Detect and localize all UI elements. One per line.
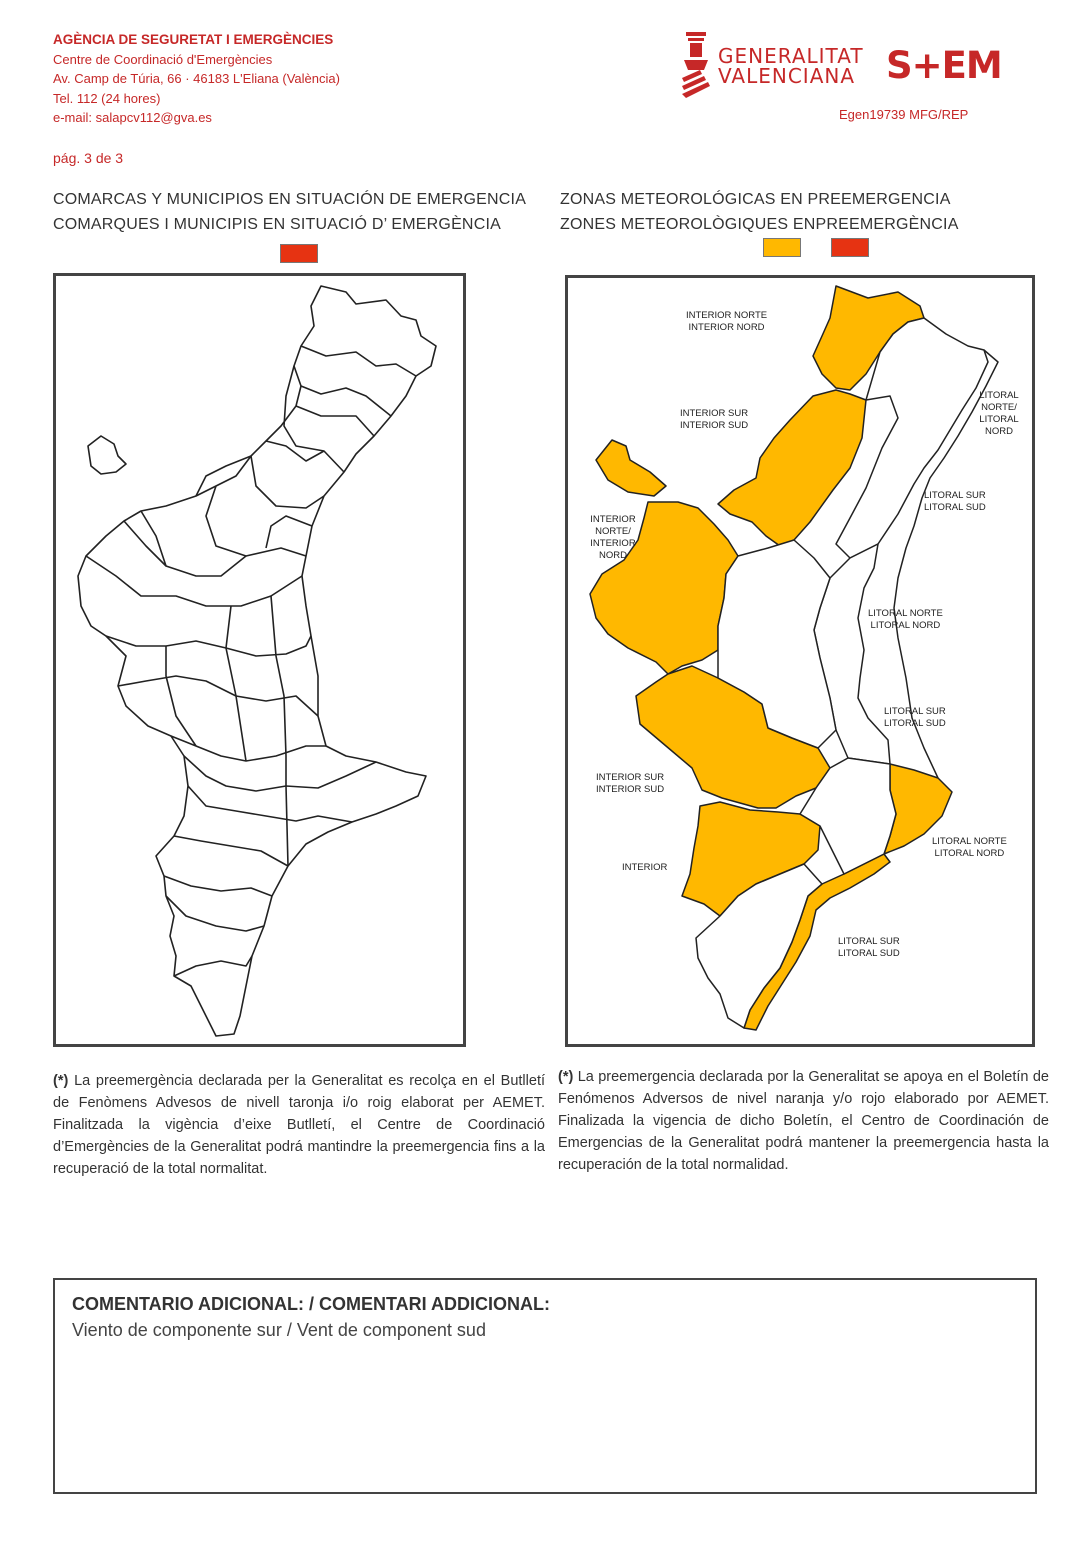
left-title-va: COMARQUES I MUNICIPIS EN SITUACIÓ D’ EMERGÈNCIA: [53, 216, 501, 233]
zone-label-interior-norte-west: [582, 514, 644, 562]
page-number: pág. 3 de 3: [53, 150, 124, 166]
zone-label-line: LITORAL SUR: [884, 706, 946, 717]
meteorological-zones-map: [565, 275, 1035, 1047]
zone-label-interior-norte: [686, 310, 767, 334]
zone-label-line: INTERIOR NORD: [688, 322, 765, 333]
emergency-legend-swatch: [280, 244, 318, 263]
zone-label-line: LITORAL NORTE: [868, 608, 943, 619]
zone-label-line: INTERIOR NORD: [590, 538, 636, 561]
zone-label-line: INTERIOR SUR: [596, 772, 665, 783]
left-title-es: COMARCAS Y MUNICIPIOS EN SITUACIÓN DE EMERGENCIA: [53, 191, 527, 208]
zone-label-line: LITORAL SUD: [884, 718, 946, 729]
zone-label-line: INTERIOR NORTE/: [590, 514, 636, 537]
zone-label-line: INTERIOR: [622, 862, 668, 873]
left-section-title: [53, 187, 526, 237]
comment-text: Viento de componente sur / Vent de component sud: [72, 1320, 486, 1340]
zone-label-litoral-sur-3: [838, 936, 900, 960]
logo-line-1: GENERALITAT: [718, 44, 864, 68]
zone-label-line: LITORAL SUR: [838, 936, 900, 947]
agency-name: AGÈNCIA DE SEGURETAT I EMERGÈNCIES: [53, 32, 334, 47]
zone-label-line: LITORAL: [979, 390, 1019, 401]
additional-comment-box: [53, 1278, 1037, 1494]
zone-label-line: NORTE/ LITORAL NORD: [979, 402, 1019, 437]
zone-label-litoral-norte-2: [868, 608, 943, 632]
logo-line-2: VALENCIANA: [718, 64, 856, 88]
generalitat-logo-text: [718, 46, 864, 86]
municipalities-map: [53, 273, 466, 1047]
orange-legend-swatch: [763, 238, 801, 257]
email: e-mail: salapcv112@gva.es: [53, 110, 212, 125]
left-note: [53, 1070, 545, 1180]
right-title-va: ZONES METEOROLÒGIQUES ENPREEMERGÈNCIA: [560, 216, 959, 233]
center-name: Centre de Coordinació d'Emergències: [53, 51, 273, 67]
document-reference: Egen19739 MFG/REP: [839, 107, 969, 122]
zone-islet: [596, 440, 666, 496]
zone-label-line: LITORAL NORD: [870, 620, 941, 631]
zone-label-line: LITORAL SUD: [924, 502, 986, 513]
comment-title: COMENTARIO ADICIONAL: / COMENTARI ADDICIONAL:: [72, 1294, 550, 1314]
red-legend-swatch: [831, 238, 869, 257]
zone-label-interior-sur: [680, 408, 748, 432]
zone-label-line: LITORAL SUR: [924, 490, 986, 501]
organization-header: [53, 30, 340, 128]
right-note: [558, 1066, 1049, 1176]
right-title-es: ZONAS METEOROLÓGICAS EN PREEMERGENCIA: [560, 191, 951, 208]
zone-label-litoral-norte-3: [932, 836, 1007, 860]
zone-label-line: LITORAL SUD: [838, 948, 900, 959]
zone-label-litoral-norte: [966, 390, 1032, 438]
zone-label-line: INTERIOR SUD: [596, 784, 665, 795]
right-section-title: [560, 187, 959, 237]
municipalities-map-drawing: [56, 276, 463, 1044]
zone-label-line: LITORAL NORTE: [932, 836, 1007, 847]
zone-label-interior-sur-2: [596, 772, 664, 796]
zone-label-line: INTERIOR NORTE: [686, 310, 768, 321]
zone-label-line: INTERIOR SUD: [680, 420, 749, 431]
zone-label-line: LITORAL NORD: [934, 848, 1005, 859]
sem-logo: S+EM: [886, 44, 1002, 87]
island-outline: [88, 436, 126, 474]
address: Av. Camp de Túria, 66 · 46183 L'Eliana (València): [53, 71, 340, 86]
zone-label-interior: [622, 862, 667, 874]
left-note-text: La preemergència declarada per la Generalitat es recolça en el Butlletí de Fenòmens Advesos de nivell taronja i/o roig elaborat per AEMET. Finalitzada la vigència d’eixe Butlletí, el Centre de Coordinació d’Emergències de la Generalitat podrá mantindre la preemergencia fins a la recuperació de la total normalitat.: [53, 1073, 545, 1177]
phone: Tel. 112 (24 hores): [53, 90, 161, 106]
zones-map-drawing: [568, 278, 1032, 1044]
zone-label-litoral-sur-2: [884, 706, 946, 730]
zone-label-line: INTERIOR SUR: [680, 408, 749, 419]
note-marker: (*): [558, 1069, 574, 1085]
right-note-text: La preemergencia declarada por la Generalitat se apoya en el Boletín de Fenómenos Adversos de nivel naranja y/o rojo elaborado por AEMET. Finalizada la vigencia de dicho Boletín, el Centro de Coordinación de Emergencias de la Generalitat podrá mantener la preemergencia hasta la recuperación de la total normalidad.: [558, 1069, 1049, 1173]
region-outline: [78, 286, 436, 1036]
note-marker: (*): [53, 1073, 69, 1089]
zone-label-litoral-sur: [924, 490, 986, 514]
